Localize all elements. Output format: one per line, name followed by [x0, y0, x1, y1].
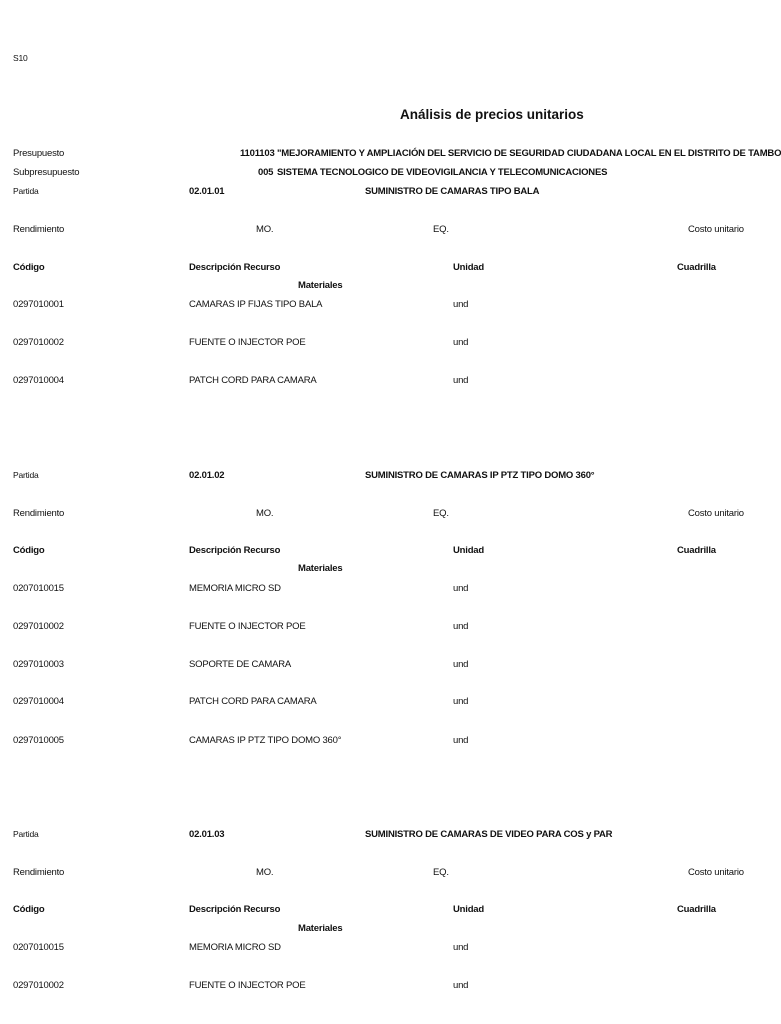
resource-unit: und	[453, 735, 469, 746]
costo-unitario-label: Costo unitario	[688, 508, 744, 519]
resource-desc: MEMORIA MICRO SD	[189, 583, 281, 594]
costo-unitario-label: Costo unitario	[688, 224, 744, 235]
subpresupuesto-label: Subpresupuesto	[13, 167, 80, 178]
resource-unit: und	[453, 659, 469, 670]
unidad-header: Unidad	[453, 545, 484, 556]
resource-unit: und	[453, 583, 469, 594]
partida-desc: SUMINISTRO DE CAMARAS DE VIDEO PARA COS y PAR	[365, 829, 613, 840]
software-tag: S10	[13, 53, 28, 63]
resource-desc: FUENTE O INJECTOR POE	[189, 337, 306, 348]
unidad-header: Unidad	[453, 262, 484, 273]
resource-desc: CAMARAS IP PTZ TIPO DOMO 360°	[189, 735, 342, 746]
presupuesto-label: Presupuesto	[13, 148, 65, 159]
descripcion-header: Descripción Recurso	[189, 262, 281, 273]
presupuesto-desc: "MEJORAMIENTO Y AMPLIACIÓN DEL SERVICIO DE SEGURIDAD CIUDADANA LOCAL EN EL DISTRITO DE TAMBO	[277, 148, 781, 159]
resource-code: 0297010005	[13, 735, 64, 746]
mo-label: MO.	[256, 867, 274, 878]
eq-label: EQ.	[433, 867, 449, 878]
resource-unit: und	[453, 337, 469, 348]
resource-code: 0297010004	[13, 375, 64, 386]
cuadrilla-header: Cuadrilla	[677, 545, 716, 556]
resource-code: 0297010002	[13, 337, 64, 348]
resource-unit: und	[453, 621, 469, 632]
partida-code: 02.01.03	[189, 829, 225, 840]
resource-desc: MEMORIA MICRO SD	[189, 942, 281, 953]
cuadrilla-header: Cuadrilla	[677, 904, 716, 915]
rendimiento-label: Rendimiento	[13, 224, 65, 235]
resource-desc: FUENTE O INJECTOR POE	[189, 980, 306, 991]
partida-desc: SUMINISTRO DE CAMARAS TIPO BALA	[365, 186, 540, 197]
resource-unit: und	[453, 375, 469, 386]
costo-unitario-label: Costo unitario	[688, 867, 744, 878]
codigo-header: Código	[13, 904, 45, 915]
resource-desc: FUENTE O INJECTOR POE	[189, 621, 306, 632]
resource-unit: und	[453, 980, 469, 991]
materiales-subheader: Materiales	[298, 280, 343, 291]
codigo-header: Código	[13, 262, 45, 273]
rendimiento-label: Rendimiento	[13, 867, 65, 878]
partida-code: 02.01.01	[189, 186, 225, 197]
page-title: Análisis de precios unitarios	[400, 107, 584, 122]
partida-desc: SUMINISTRO DE CAMARAS IP PTZ TIPO DOMO 360°	[365, 470, 595, 481]
resource-code: 0297010004	[13, 696, 64, 707]
eq-label: EQ.	[433, 508, 449, 519]
eq-label: EQ.	[433, 224, 449, 235]
resource-desc: CAMARAS IP FIJAS TIPO BALA	[189, 299, 323, 310]
descripcion-header: Descripción Recurso	[189, 545, 281, 556]
resource-desc: PATCH CORD PARA CAMARA	[189, 696, 317, 707]
cuadrilla-header: Cuadrilla	[677, 262, 716, 273]
resource-unit: und	[453, 942, 469, 953]
resource-code: 0207010015	[13, 942, 64, 953]
presupuesto-code: 1101103	[240, 148, 275, 159]
resource-code: 0297010001	[13, 299, 64, 310]
partida-label: Partida	[13, 470, 39, 480]
materiales-subheader: Materiales	[298, 563, 343, 574]
resource-code: 0297010003	[13, 659, 64, 670]
partida-label: Partida	[13, 186, 39, 196]
resource-unit: und	[453, 299, 469, 310]
resource-unit: und	[453, 696, 469, 707]
resource-code: 0207010015	[13, 583, 64, 594]
partida-code: 02.01.02	[189, 470, 225, 481]
resource-desc: PATCH CORD PARA CAMARA	[189, 375, 317, 386]
resource-code: 0297010002	[13, 621, 64, 632]
materiales-subheader: Materiales	[298, 923, 343, 934]
subpresupuesto-code: 005	[258, 167, 274, 178]
rendimiento-label: Rendimiento	[13, 508, 65, 519]
codigo-header: Código	[13, 545, 45, 556]
resource-code: 0297010002	[13, 980, 64, 991]
unidad-header: Unidad	[453, 904, 484, 915]
descripcion-header: Descripción Recurso	[189, 904, 281, 915]
mo-label: MO.	[256, 224, 274, 235]
subpresupuesto-desc: SISTEMA TECNOLOGICO DE VIDEOVIGILANCIA Y TELECOMUNICACIONES	[277, 167, 608, 178]
partida-label: Partida	[13, 829, 39, 839]
mo-label: MO.	[256, 508, 274, 519]
resource-desc: SOPORTE DE CAMARA	[189, 659, 291, 670]
